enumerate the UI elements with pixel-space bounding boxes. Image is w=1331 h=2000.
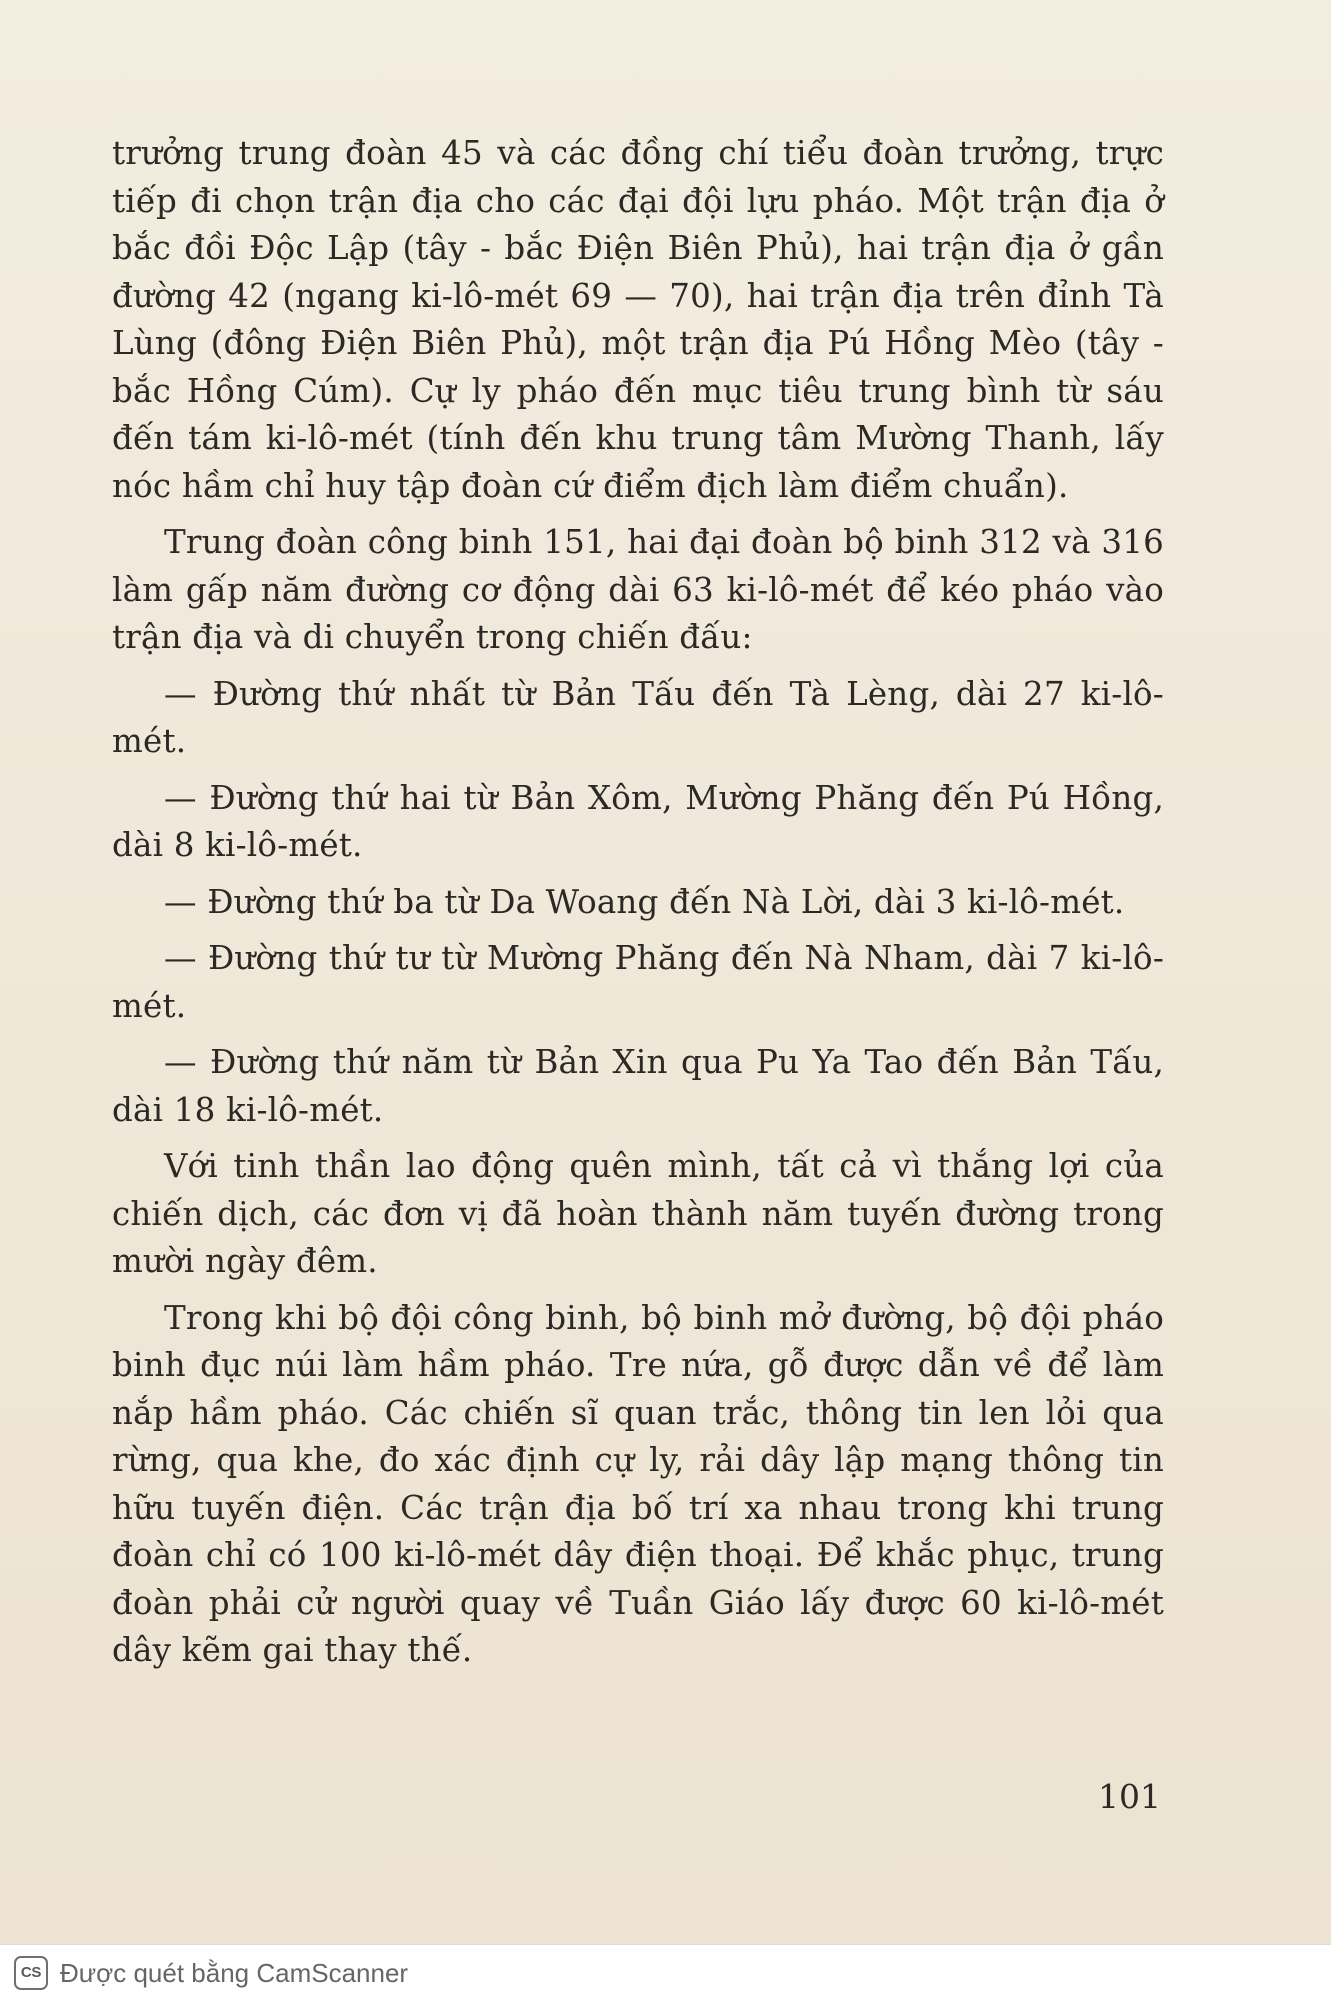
paragraph-artillery: Trong khi bộ đội công binh, bộ binh mở đường, bộ đội pháo binh đục núi làm hầm pháo. Tre nứa, gỗ được dẫn về để làm nắp hầm pháo. Các chiến sĩ quan trắc, thông tin len lỏi qua rừng, qua khe, đo xác định cự ly, rải dây lập mạng thông tin hữu tuyến điện. Các trận địa bố trí xa nhau trong khi trung đoàn chỉ có 100 ki-lô-mét dây điện thoại. Để khắc phục, trung đoàn phải cử người quay về Tuần Giáo lấy được 60 ki-lô-mét dây kẽm gai thay thế.	[112, 1298, 1164, 1669]
paragraph-engineers: Trung đoàn công binh 151, hai đại đoàn bộ binh 312 và 316 làm gấp năm đường cơ động dài 63 ki-lô-mét để kéo pháo vào trận địa và di chuyển trong chiến đấu:	[112, 523, 1164, 656]
paragraph-continuation: trưởng trung đoàn 45 và các đồng chí tiểu đoàn trưởng, trực tiếp đi chọn trận địa cho các đại đội lựu pháo. Một trận địa ở bắc đồi Độc Lập (tây - bắc Điện Biên Phủ), hai trận địa ở gần đường 42 (ngang ki-lô-mét 69 — 70), hai trận địa trên đỉnh Tà Lùng (đông Điện Biên Phủ), một trận địa Pú Hồng Mèo (tây - bắc Hồng Cúm). Cự ly pháo đến mục tiêu trung bình từ sáu đến tám ki-lô-mét (tính đến khu trung tâm Mường Thanh, lấy nóc hầm chỉ huy tập đoàn cứ điểm địch làm điểm chuẩn).	[112, 134, 1164, 505]
camscanner-footer	[0, 1944, 1331, 2000]
camscanner-logo-icon: CS	[14, 1956, 48, 1990]
road-item-2: — Đường thứ hai từ Bản Xôm, Mường Phăng đến Pú Hồng, dài 8 ki-lô-mét.	[112, 778, 1164, 864]
road-item-3: — Đường thứ ba từ Da Woang đến Nà Lời, dài 3 ki-lô-mét.	[164, 882, 1125, 921]
footer-caption: Được quét bằng CamScanner	[60, 1957, 409, 1988]
paragraph-completion: Với tinh thần lao động quên mình, tất cả vì thắng lợi của chiến dịch, các đơn vị đã hoàn thành năm tuyến đường trong mười ngày đêm.	[112, 1147, 1164, 1280]
road-item-4: — Đường thứ tư từ Mường Phăng đến Nà Nham, dài 7 ki-lô-mét.	[112, 939, 1164, 1025]
page-number: 101	[1098, 1777, 1161, 1816]
body-text	[112, 130, 1164, 1684]
road-item-5: — Đường thứ năm từ Bản Xin qua Pu Ya Tao đến Bản Tấu, dài 18 ki-lô-mét.	[112, 1043, 1164, 1129]
road-item-1: — Đường thứ nhất từ Bản Tấu đến Tà Lèng, dài 27 ki-lô-mét.	[112, 674, 1164, 760]
